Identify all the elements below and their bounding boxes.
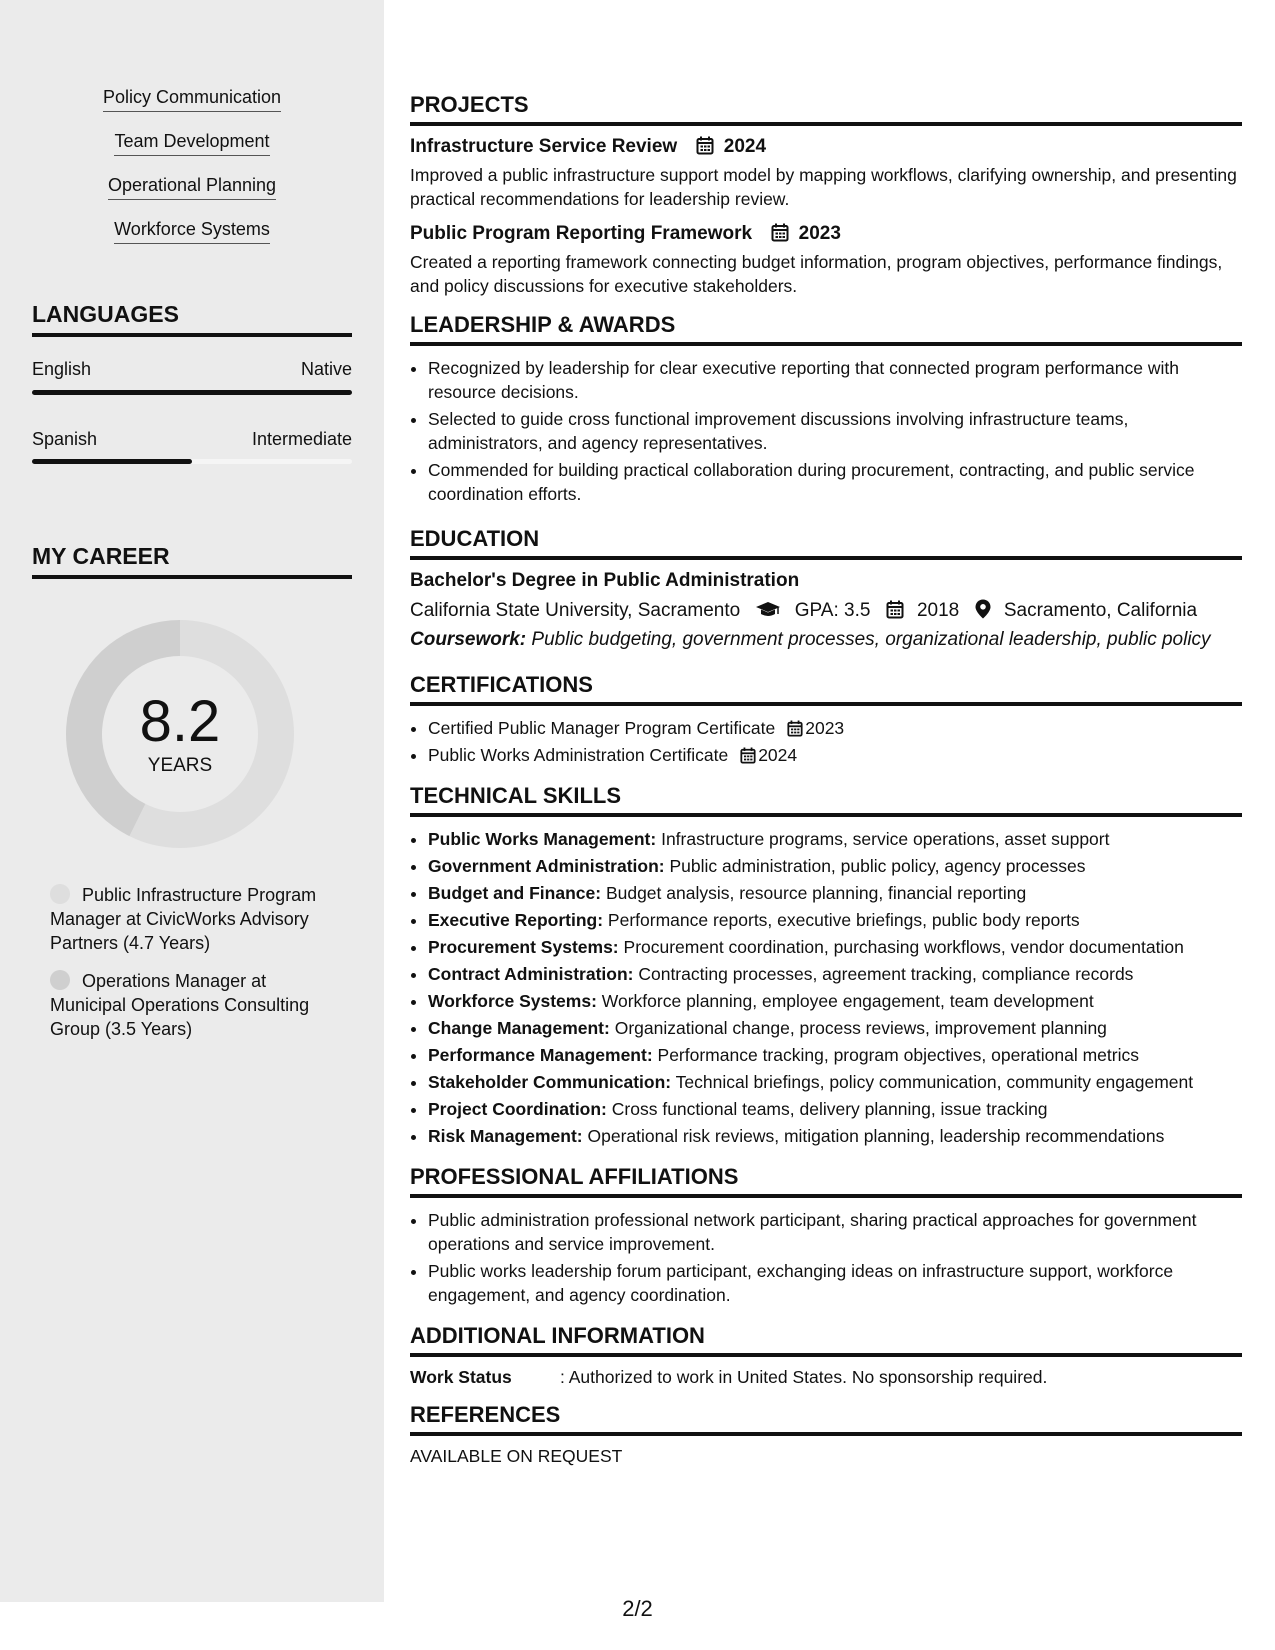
work-status-label: Work Status <box>410 1367 512 1387</box>
career-item-text: Operations Manager at Municipal Operations Consulting Group (3.5 Years) <box>50 971 310 1039</box>
language-row-english <box>32 359 352 380</box>
list-item: • Public administration professional network participant, sharing practical approaches for government operations and service improvement. <box>428 1208 1242 1256</box>
additional-info-heading: ADDITIONAL INFORMATION <box>410 1323 1242 1357</box>
affiliations-list <box>410 1208 1242 1307</box>
projects-heading: PROJECTS <box>410 92 1242 126</box>
project-item <box>410 136 1242 211</box>
career-legend-dot <box>50 884 70 904</box>
list-item: • Commended for building practical collaboration during procurement, contracting, and public service coordination efforts. <box>428 458 1242 506</box>
skill-name: Executive Reporting: <box>428 910 604 930</box>
skill-detail: Budget analysis, resource planning, financial reporting <box>605 883 1027 903</box>
language-level: Intermediate <box>251 429 352 449</box>
technical-skills-heading: TECHNICAL SKILLS <box>410 783 1242 817</box>
project-description: Created a reporting framework connecting budget information, program objectives, performance findings, and policy discussions for executive stakeholders. <box>410 252 1223 296</box>
skill-detail: Organizational change, process reviews, improvement planning <box>614 1018 1107 1038</box>
list-item: • Public works leadership forum participant, exchanging ideas on infrastructure support, workforce engagement, and agency coordination. <box>428 1259 1242 1307</box>
list-item <box>428 1043 1242 1067</box>
list-item <box>428 743 1242 767</box>
skill-name: Government Administration: <box>428 856 665 876</box>
skill-detail: Procurement coordination, purchasing workflows, vendor documentation <box>623 937 1184 957</box>
affiliations-heading: PROFESSIONAL AFFILIATIONS <box>410 1164 1242 1198</box>
skill-name: Stakeholder Communication: <box>428 1072 672 1092</box>
project-name: Public Program Reporting Framework <box>410 223 753 244</box>
skill-detail: Workforce planning, employee engagement, team development <box>601 991 1094 1011</box>
career-total: 8.2 <box>139 689 221 754</box>
skill-operational-planning: Operational Planning <box>108 174 276 200</box>
skill-policy-communication: Policy Communication <box>103 86 281 112</box>
skill-name: Public Works Management: <box>428 829 657 849</box>
language-bar-english <box>32 390 352 395</box>
skill-team-development: Team Development <box>114 130 269 156</box>
certification-year: 2024 <box>758 745 798 765</box>
calendar-icon <box>696 136 714 155</box>
list-item <box>428 827 1242 851</box>
list-item <box>428 962 1242 986</box>
project-year: 2024 <box>723 136 767 157</box>
list-item <box>428 1016 1242 1040</box>
career-heading: MY CAREER <box>32 543 352 579</box>
calendar-icon <box>771 223 789 242</box>
list-item: • Recognized by leadership for clear executive reporting that connected program performance with resource decisions. <box>428 356 1242 404</box>
skill-detail: Contracting processes, agreement tracking, compliance records <box>638 964 1134 984</box>
language-row-spanish <box>32 429 352 450</box>
leadership-list <box>410 356 1242 506</box>
calendar-icon <box>886 600 904 619</box>
list-item <box>428 854 1242 878</box>
language-name: Spanish <box>32 429 98 449</box>
education-heading: EDUCATION <box>410 526 1242 560</box>
language-level: Native <box>300 359 352 379</box>
education-gpa: GPA: 3.5 <box>794 600 871 621</box>
skill-detail: Public administration, public policy, agency processes <box>669 856 1086 876</box>
project-name: Infrastructure Service Review <box>410 136 678 157</box>
education-year: 2018 <box>916 600 960 621</box>
list-item <box>428 716 1242 740</box>
language-name: English <box>32 359 92 379</box>
references-text: AVAILABLE ON REQUEST <box>410 1446 623 1466</box>
page-number: 2/2 <box>622 1596 653 1621</box>
education-details <box>410 598 1242 624</box>
skill-name: Budget and Finance: <box>428 883 602 903</box>
skill-detail: Technical briefings, policy communication, community engagement <box>675 1072 1194 1092</box>
skill-links <box>0 86 384 262</box>
technical-skills-list <box>410 827 1242 1148</box>
education-school: California State University, Sacramento <box>410 600 741 621</box>
list-item: • Selected to guide cross functional improvement discussions involving infrastructure teams, administrators, and agency representatives. <box>428 407 1242 455</box>
certification-year: 2023 <box>805 718 845 738</box>
certification-name: Certified Public Manager Program Certificate <box>428 718 776 738</box>
skill-detail: Infrastructure programs, service operations, asset support <box>661 829 1110 849</box>
project-title <box>410 223 1242 245</box>
coursework-text: Public budgeting, government processes, organizational leadership, public policy <box>531 629 1211 650</box>
skill-detail: Operational risk reviews, mitigation planning, leadership recommendations <box>587 1126 1165 1146</box>
languages-heading: LANGUAGES <box>32 301 352 337</box>
skill-name: Procurement Systems: <box>428 937 619 957</box>
list-item <box>428 1124 1242 1148</box>
career-item <box>50 969 340 1041</box>
career-legend-dot <box>50 970 70 990</box>
certifications-list <box>410 716 1242 767</box>
career-unit: YEARS <box>147 755 213 776</box>
project-item <box>410 223 1242 298</box>
education-location: Sacramento, California <box>1003 600 1198 621</box>
certifications-heading: CERTIFICATIONS <box>410 672 1242 706</box>
career-donut <box>66 620 294 848</box>
language-bar-spanish <box>32 459 352 464</box>
skill-detail: Cross functional teams, delivery planning, issue tracking <box>611 1099 1048 1119</box>
coursework-label: Coursework: <box>410 629 527 650</box>
calendar-icon <box>740 747 756 764</box>
list-item <box>428 989 1242 1013</box>
career-list <box>50 883 340 1055</box>
skill-name: Contract Administration: <box>428 964 634 984</box>
skill-name: Change Management: <box>428 1018 610 1038</box>
leadership-heading: LEADERSHIP & AWARDS <box>410 312 1242 346</box>
career-item-text: Public Infrastructure Program Manager at CivicWorks Advisory Partners (4.7 Years) <box>50 885 317 953</box>
list-item <box>428 935 1242 959</box>
skill-workforce-systems: Workforce Systems <box>114 218 270 244</box>
project-year: 2023 <box>798 223 841 244</box>
location-pin-icon <box>975 599 991 619</box>
calendar-icon <box>787 720 803 737</box>
language-fill <box>32 459 192 464</box>
list-item <box>428 881 1242 905</box>
skill-name: Performance Management: <box>428 1045 653 1065</box>
language-fill <box>32 390 352 395</box>
references-heading: REFERENCES <box>410 1402 1242 1436</box>
career-item <box>50 883 340 955</box>
skill-name: Risk Management: <box>428 1126 583 1146</box>
certification-name: Public Works Administration Certificate <box>428 745 729 765</box>
work-status-row <box>410 1367 1242 1388</box>
education-degree: Bachelor's Degree in Public Administration <box>410 570 800 591</box>
skill-name: Workforce Systems: <box>428 991 597 1011</box>
graduation-cap-icon <box>755 601 781 619</box>
skill-detail: Performance tracking, program objectives, operational metrics <box>657 1045 1139 1065</box>
project-description: Improved a public infrastructure support model by mapping workflows, clarifying ownership, and presenting practical recommendations for leadership review. <box>410 165 1237 209</box>
skill-detail: Performance reports, executive briefings, public body reports <box>607 910 1080 930</box>
main-content <box>410 92 1242 1467</box>
list-item <box>428 908 1242 932</box>
list-item <box>428 1097 1242 1121</box>
work-status-value: : Authorized to work in United States. No sponsorship required. <box>560 1367 1048 1387</box>
education-coursework <box>410 628 1242 652</box>
list-item <box>428 1070 1242 1094</box>
sidebar <box>0 0 384 1602</box>
project-title <box>410 136 1242 158</box>
skill-name: Project Coordination: <box>428 1099 607 1119</box>
